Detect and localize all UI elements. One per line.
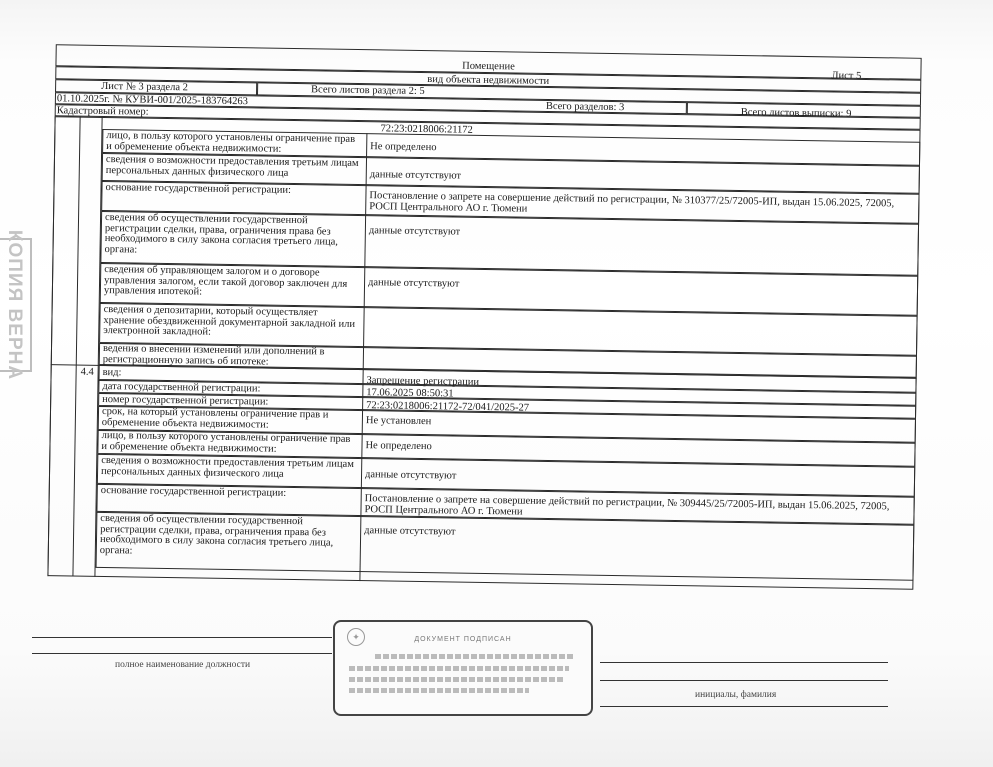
row-44-date-value: 17.06.2025 08:50:31 <box>366 387 454 400</box>
row-44-term-label: срок, на который установлены ограничение прав и обременение объекта недвижимости: <box>101 405 329 431</box>
row-44-consent-label: сведения об осуществлении государственной регистрации сделки, права, ограничения права без необходимого в силу закона согласия третьего лица, органа: <box>99 512 334 556</box>
row-44-personal-data-label: сведения о возможности предоставления третьим лицам персональных данных физического лица <box>100 454 354 480</box>
signature-detail-line <box>349 688 529 693</box>
row-basis-label: основание государственной регистрации: <box>105 182 292 196</box>
total-sections: Всего разделов: 3 <box>545 100 625 114</box>
signature-detail-line <box>349 677 564 682</box>
row-44-basis-value: Постановление о запрете на совершение действий по регистрации, № 309445/25/72005-ИП, выдан 15.06.2025, 72005, РОСП Центрального АО г. Тюмени <box>364 493 890 518</box>
row-personal-data-value: данные отсутствуют <box>369 169 462 182</box>
total-sheets-section: Всего листов раздела 2: 5 <box>311 84 425 98</box>
extract-page <box>33 30 937 624</box>
footer-line-right-top <box>600 662 888 663</box>
total-sheets-extract: Всего листов выписки: 9 <box>740 106 852 120</box>
row-basis-value: Постановление о запрете на совершение действий по регистрации, № 310377/25/72005-ИП, выдан 15.06.2025, 72005, РОСП Центрального АО г. Тюмени <box>369 190 895 215</box>
object-type-title: Помещение <box>462 60 515 73</box>
row-mortgage-changes-label: ведения о внесении изменений или дополнений в регистрационную запись об ипотеке: <box>102 342 325 368</box>
row-pledge-manager-label: сведения об управляющем залогом и о договоре управления залогом, если такой договор заключен для управления ипотекой: <box>103 264 348 298</box>
footer-line-name <box>600 680 888 681</box>
signature-detail-line <box>375 654 575 659</box>
row-44-consent-value: данные отсутствуют <box>364 525 456 538</box>
name-caption: инициалы, фамилия <box>695 690 777 700</box>
row-44-kind-label: вид: <box>102 366 122 379</box>
footer-line-top <box>32 637 332 638</box>
row-44-personal-data-value: данные отсутствуют <box>364 469 457 482</box>
emblem-icon: ✦ <box>347 628 365 646</box>
sheet-number: Лист 5 <box>831 70 862 82</box>
object-kind-label: вид объекта недвижимости <box>427 74 550 87</box>
row-44-date-label: дата государственной регистрации: <box>102 380 261 395</box>
date-number: 01.10.2025г. № КУВИ-001/2025-183764263 <box>56 93 248 108</box>
row-44-term-value: Не установлен <box>365 415 432 428</box>
signature-detail-line <box>349 666 569 671</box>
section-44-number: 4.4 <box>80 366 94 378</box>
signature-title: ДОКУМЕНТ ПОДПИСАН <box>414 636 512 643</box>
position-caption: полное наименование должности <box>115 660 251 670</box>
row-depositary-label: сведения о депозитарии, который осуществляет хранение обездвиженной документарной закладной или электронной закладной: <box>103 304 356 338</box>
sheet-section: Лист № 3 раздела 2 <box>101 80 188 94</box>
copy-certified-stamp: КОПИЯ ВЕРНА <box>0 238 32 372</box>
cadastral-value: 72:23:0218006:21172 <box>380 123 473 136</box>
row-beneficiary-value: Не определено <box>370 141 437 154</box>
row-beneficiary-label: лицо, в пользу которого установлены ограничение прав и обременение объекта недвижимости: <box>106 130 356 155</box>
row-44-beneficiary-label: лицо, в пользу которого установлены ограничение прав и обременение объекта недвижимости: <box>101 429 351 455</box>
row-44-basis-label: основание государственной регистрации: <box>100 484 287 499</box>
row-pledge-manager-value: данные отсутствуют <box>367 277 460 290</box>
electronic-signature-block <box>333 620 593 716</box>
row-44-number-value: 72:23:0218006:21172-72/041/2025-27 <box>366 400 530 414</box>
row-44-number-label: номер государственной регистрации: <box>102 393 269 408</box>
row-consent-value: данные отсутствуют <box>368 225 461 238</box>
row-44-kind-value: Запрещение регистрации <box>366 375 480 388</box>
cadastral-label: Кадастровый номер: <box>56 105 149 118</box>
row-44-beneficiary-value: Не определено <box>365 440 432 453</box>
row-consent-label: сведения об осуществлении государственной регистрации сделки, права, ограничения права без необходимого в силу закона согласия третьего лица, органа: <box>104 212 339 256</box>
footer-line-right-bottom <box>600 706 888 707</box>
row-personal-data-label: сведения о возможности предоставления третьим лицам персональных данных физического лица <box>105 154 359 179</box>
footer-line-position <box>32 653 332 654</box>
